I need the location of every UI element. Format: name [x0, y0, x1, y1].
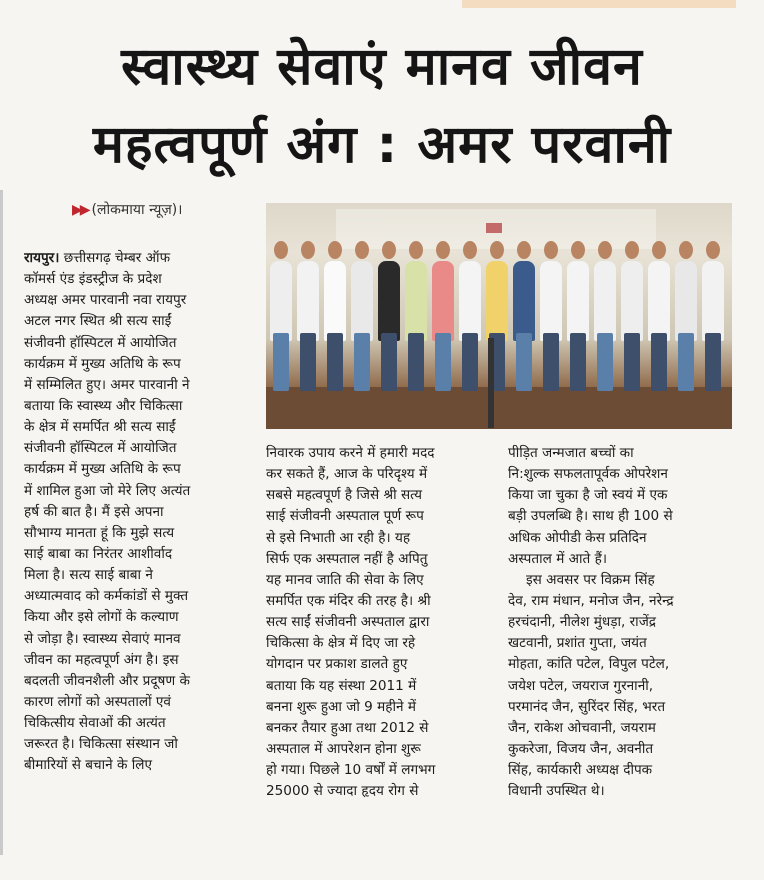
person-head [571, 241, 585, 259]
top-color-tab [462, 0, 736, 8]
article-line: बनकर तैयार हुआ तथा 2012 से [266, 719, 429, 736]
byline [72, 200, 182, 219]
person-head [274, 241, 288, 259]
person-figure [594, 261, 616, 341]
article-line: अस्पताल में आपरेशन होना शुरू [266, 740, 421, 757]
person-figure [675, 261, 697, 341]
person-head [598, 241, 612, 259]
person-head [382, 241, 396, 259]
article-line: इस अवसर पर विक्रम सिंह [526, 571, 655, 588]
person-head [490, 241, 504, 259]
group-photo [266, 203, 732, 429]
person-legs [543, 333, 559, 391]
person-figure [702, 261, 724, 341]
article-line: 25000 से ज्यादा हृदय रोग से [266, 783, 419, 800]
person-legs [300, 333, 316, 391]
person-head [679, 241, 693, 259]
article-line: सिंह, कार्यकारी अध्यक्ष दीपक [508, 762, 653, 779]
person-figure [513, 261, 535, 341]
person-figure [270, 261, 292, 341]
person-head [409, 241, 423, 259]
person-head [544, 241, 558, 259]
person-figure [648, 261, 670, 341]
banner-logo [486, 223, 502, 233]
person-figure [351, 261, 373, 341]
person-legs [651, 333, 667, 391]
article-line: कारण लोगों को अस्पतालों एवं [24, 693, 171, 710]
article-line: यह मानव जाति की सेवा के लिए [266, 571, 424, 588]
person-legs [327, 333, 343, 391]
person-figure [324, 261, 346, 341]
person-head [355, 241, 369, 259]
article-column-2 [266, 443, 492, 802]
article-line: संजीवनी हॉस्पिटल में आयोजित [24, 440, 177, 457]
article-line: साई संजीवनी अस्पताल पूर्ण रूप [266, 508, 424, 525]
person-head [328, 241, 342, 259]
article-line: कार्यक्रम में मुख्य अतिथि के रूप [24, 461, 181, 478]
article-line: अटल नगर स्थित श्री सत्य साईं [24, 313, 172, 330]
headline-line-2: महत्वपूर्ण अंग : अमर परवानी [92, 115, 672, 175]
person-head [706, 241, 720, 259]
article-line: सत्य साईं संजीवनी अस्पताल द्वारा [266, 614, 430, 631]
article-line: योगदान पर प्रकाश डालते हुए [266, 656, 408, 673]
person-legs [570, 333, 586, 391]
article-line: समर्पित एक मंदिर की तरह है। श्री [266, 592, 431, 609]
article-line: बदलती जीवनशैली और प्रदूषण के [24, 672, 190, 689]
article-line: सिर्फ एक अस्पताल नहीं है अपितु [266, 550, 428, 567]
article-line: मिला है। सत्य साई बाबा ने [24, 567, 153, 584]
column-2-body [266, 443, 492, 802]
person-figure [486, 261, 508, 341]
article-line: निवारक उपाय करने में हमारी मदद [266, 445, 435, 461]
article-line: जयेश पटेल, जयराज गुरनानी, [508, 677, 654, 694]
person-figure [621, 261, 643, 341]
article-line: संजीवनी हॉस्पिटल में आयोजित [24, 334, 177, 351]
person-figure [567, 261, 589, 341]
article-line: परमानंद जैन, सुरिंदर सिंह, भरत [508, 698, 666, 715]
article-line: बताया कि यह संस्था 2011 में [266, 677, 417, 694]
article-line: बीमारियों से बचाने के लिए [24, 757, 153, 774]
article-column-3 [508, 443, 736, 802]
article-line: बताया कि स्वास्थ्य और चिकित्सा [24, 397, 183, 414]
article-line: खटवानी, प्रशांत गुप्ता, जयंत [508, 635, 647, 652]
byline-text: (लोकमाया न्यूज़)। [91, 202, 183, 218]
person-head [436, 241, 450, 259]
article-line: कॉमर्स एंड इंडस्ट्रीज के प्रदेश [24, 271, 162, 288]
article-line: से जोड़ा है। स्वास्थ्य सेवाएं मानव [24, 630, 181, 647]
article-line: सबसे महत्वपूर्ण है जिसे श्री सत्य [266, 487, 422, 504]
article-line: हो गया। पिछले 10 वर्षों में लगभग [266, 762, 436, 779]
article-line: किया और इसे लोगों के कल्याण [24, 609, 179, 626]
article-line: अध्यक्ष अमर पारवानी नवा रायपुर [24, 292, 187, 309]
article-line: जीवन का महत्वपूर्ण अंग है। इस [24, 651, 179, 668]
person-figure [405, 261, 427, 341]
person-figure [540, 261, 562, 341]
article-line: किया जा चुका है जो स्वयं में एक [508, 487, 668, 504]
person-legs [705, 333, 721, 391]
article-line: कर सकते हैं, आज के परिदृश्य में [266, 466, 428, 483]
article-line: देव, राम मंधान, मनोज जैन, नरेन्द्र [508, 592, 674, 609]
person-legs [354, 333, 370, 391]
person-legs [516, 333, 532, 391]
person-head [301, 241, 315, 259]
person-figure [378, 261, 400, 341]
article-line: जैन, राकेश ओचवानी, जयराम [508, 719, 656, 736]
person-figure [432, 261, 454, 341]
article-line: अधिक ओपीडी केस प्रतिदिन [508, 529, 647, 546]
person-legs [381, 333, 397, 391]
headline-line-1: स्वास्थ्य सेवाएं मानव जीवन [121, 37, 643, 97]
article-line: अध्यात्मवाद को कर्मकांडों से मुक्त [24, 588, 189, 605]
person-legs [597, 333, 613, 391]
article-line: कुकरेजा, विजय जैन, अवनीत [508, 740, 654, 757]
person-legs [435, 333, 451, 391]
person-legs [462, 333, 478, 391]
person-head [463, 241, 477, 259]
column-3-body-b [508, 570, 736, 803]
article-line: पीड़ित जन्मजात बच्चों का [508, 445, 634, 461]
person-head [625, 241, 639, 259]
person-legs [624, 333, 640, 391]
article-line: में सम्मिलित हुए। अमर पारवानी ने [24, 376, 190, 393]
article-line: कार्यक्रम में मुख्य अतिथि के रूप [24, 355, 181, 372]
article-line: मोहता, कांति पटेल, विपुल पटेल, [508, 656, 670, 673]
article-line: चिकित्सीय सेवाओं की अत्यंत [24, 715, 166, 732]
column-3-body-a [508, 443, 736, 570]
article-line: चिकित्सा के क्षेत्र में दिए जा रहे [266, 635, 416, 652]
person-legs [273, 333, 289, 391]
person-figure [297, 261, 319, 341]
person-legs [678, 333, 694, 391]
double-arrow-icon: ▶▶ [72, 202, 88, 218]
person-head [517, 241, 531, 259]
article-line: में शामिल हुआ जो मेरे लिए अत्यंत [24, 482, 191, 499]
person-figure [459, 261, 481, 341]
article-line: जरूरत है। चिकित्सा संस्थान जो [24, 736, 178, 753]
article-line: छत्तीसगढ़ चेम्बर ऑफ [63, 250, 171, 266]
column-1-body [24, 269, 250, 776]
article-line: हरचंदानी, नीलेश मुंधड़ा, राजेंद्र [508, 614, 657, 631]
article-line: हर्ष की बात है। मैं इसे अपना [24, 503, 164, 520]
microphone-stand [488, 338, 494, 428]
article-line: सौभाग्य मानता हूं कि मुझे सत्य [24, 524, 175, 541]
article-line: बड़ी उपलब्धि है। साथ ही 100 से [508, 508, 673, 525]
article-column-1 [24, 248, 250, 777]
page-edge-rule [0, 190, 3, 855]
article-line: बनना शुरू हुआ जो 9 महीने में [266, 698, 417, 715]
article-line: के क्षेत्र में समर्पित श्री सत्य साईं [24, 419, 176, 436]
dateline: रायपुर। [24, 250, 60, 266]
person-legs [408, 333, 424, 391]
stage-floor [266, 387, 732, 429]
article-line: नि:शुल्क सफलतापूर्वक ओपरेशन [508, 466, 668, 483]
article-line: साई बाबा का निरंतर आशीर्वाद [24, 545, 173, 562]
person-head [652, 241, 666, 259]
article-line: विधानी उपस्थित थे। [508, 783, 605, 800]
article-line: से इसे निभाती आ रही है। यह [266, 529, 411, 546]
article-line: अस्पताल में आते हैं। [508, 550, 607, 567]
column-1-first-line [24, 248, 250, 269]
